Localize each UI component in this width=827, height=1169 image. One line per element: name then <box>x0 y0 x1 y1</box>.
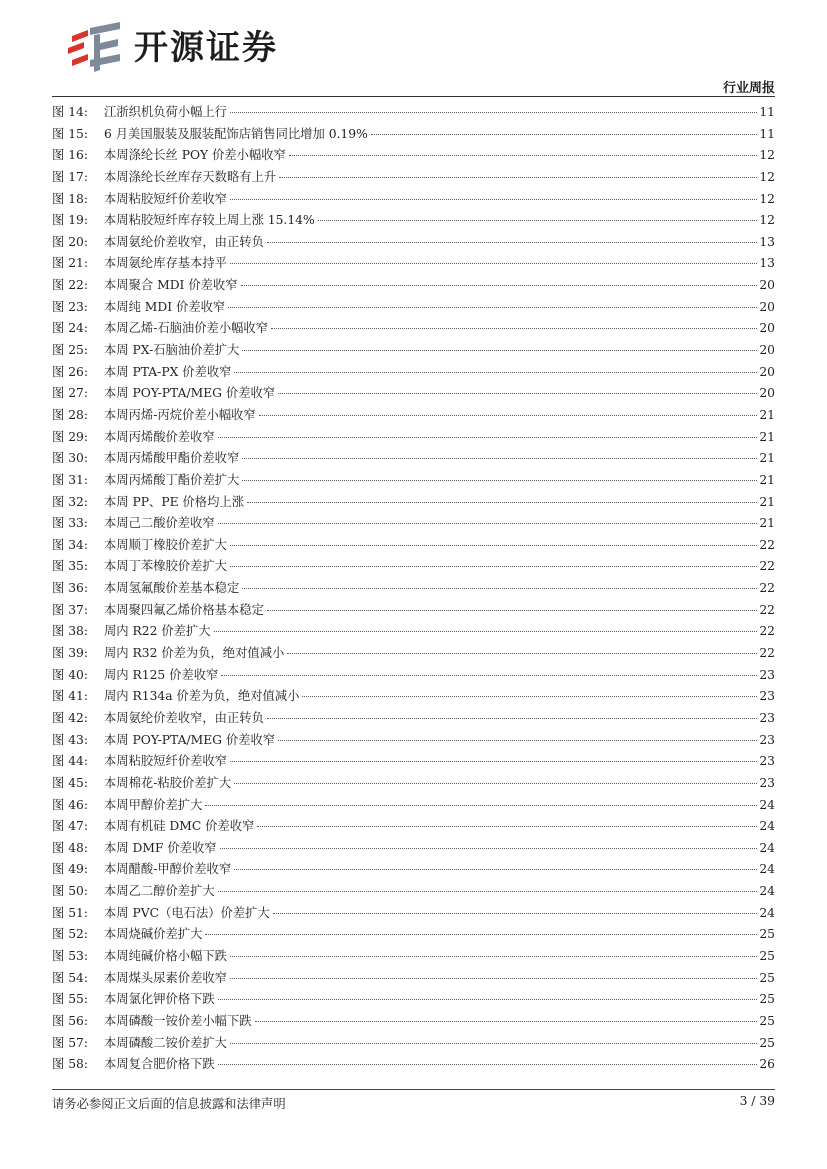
toc-figure-number: 图 58: <box>52 1057 88 1072</box>
toc-page-number: 21 <box>759 429 775 444</box>
toc-entry[interactable] <box>52 145 775 167</box>
toc-page-number: 25 <box>759 992 775 1007</box>
toc-page-number: 13 <box>759 256 775 271</box>
toc-figure-number: 图 43: <box>52 732 88 747</box>
toc-entry[interactable] <box>52 470 775 492</box>
toc-figure-title: 本周粘胶短纤价差收窄 <box>104 191 227 206</box>
toc-entry[interactable] <box>52 297 775 319</box>
toc-figure-title: 本周 PP、PE 价格均上涨 <box>104 494 244 509</box>
toc-page-number: 25 <box>759 1013 775 1028</box>
toc-figure-title: 本周 DMF 价差收窄 <box>104 840 217 855</box>
toc-entry[interactable] <box>52 1011 775 1033</box>
toc-page-number: 20 <box>759 299 775 314</box>
toc-entry[interactable] <box>52 232 775 254</box>
toc-leader-dots <box>278 740 757 741</box>
toc-figure-title: 本周氨纶价差收窄，由正转负 <box>104 710 264 725</box>
toc-page-number: 24 <box>759 884 775 899</box>
toc-leader-dots <box>267 718 757 719</box>
toc-figure-title: 本周丙烯酸甲酯价差收窄 <box>104 451 240 466</box>
toc-leader-dots <box>234 869 757 870</box>
toc-entry[interactable] <box>52 383 775 405</box>
toc-entry[interactable] <box>52 946 775 968</box>
toc-entry[interactable] <box>52 881 775 903</box>
toc-page-number: 25 <box>759 970 775 985</box>
toc-page-number: 24 <box>759 905 775 920</box>
toc-leader-dots <box>273 913 758 914</box>
footer-divider <box>52 1089 775 1090</box>
toc-leader-dots <box>230 112 757 113</box>
toc-figure-number: 图 54: <box>52 970 88 985</box>
toc-page-number: 23 <box>759 754 775 769</box>
page-number: 3 / 39 <box>739 1094 775 1108</box>
toc-entry[interactable] <box>52 1033 775 1055</box>
toc-figure-number: 图 41: <box>52 689 88 704</box>
toc-figure-title: 本周聚四氟乙烯价格基本稳定 <box>104 602 264 617</box>
toc-figure-number: 图 40: <box>52 667 88 682</box>
toc-page-number: 13 <box>759 234 775 249</box>
toc-figure-title: 本周乙烯-石脑油价差小幅收窄 <box>104 321 269 336</box>
toc-entry[interactable] <box>52 189 775 211</box>
toc-entry[interactable] <box>52 643 775 665</box>
toc-figure-number: 图 47: <box>52 819 88 834</box>
toc-entry[interactable] <box>52 795 775 817</box>
toc-entry[interactable] <box>52 708 775 730</box>
toc-leader-dots <box>267 610 757 611</box>
toc-leader-dots <box>241 285 758 286</box>
toc-page-number: 22 <box>759 559 775 574</box>
toc-leader-dots <box>302 696 757 697</box>
toc-figure-title: 本周丙烯酸价差收窄 <box>104 429 215 444</box>
toc-leader-dots <box>257 826 757 827</box>
toc-entry[interactable] <box>52 124 775 146</box>
toc-leader-dots <box>230 956 757 957</box>
toc-leader-dots <box>221 675 757 676</box>
document-type-label: 行业周报 <box>722 81 775 96</box>
toc-page-number: 23 <box>759 689 775 704</box>
toc-entry[interactable] <box>52 816 775 838</box>
toc-figure-number: 图 19: <box>52 213 88 228</box>
toc-page-number: 21 <box>759 451 775 466</box>
toc-entry[interactable] <box>52 362 775 384</box>
toc-entry[interactable] <box>52 621 775 643</box>
toc-figure-title: 本周纯 MDI 价差收窄 <box>104 299 226 314</box>
toc-page-number: 11 <box>759 105 775 119</box>
toc-figure-number: 图 31: <box>52 472 88 487</box>
toc-entry[interactable] <box>52 600 775 622</box>
toc-page-number: 25 <box>759 948 775 963</box>
toc-leader-dots <box>218 523 758 524</box>
toc-figure-title: 本周磷酸一铵价差小幅下跌 <box>104 1013 252 1028</box>
toc-page-number: 24 <box>759 797 775 812</box>
toc-page-number: 22 <box>759 624 775 639</box>
toc-page-number: 11 <box>759 126 775 141</box>
toc-entry[interactable] <box>52 253 775 275</box>
toc-figure-number: 图 26: <box>52 364 88 379</box>
toc-figure-title: 本周 POY-PTA/MEG 价差收窄 <box>104 732 276 747</box>
toc-leader-dots <box>230 978 757 979</box>
toc-figure-title: 本周乙二醇价差扩大 <box>104 884 215 899</box>
toc-figure-number: 图 44: <box>52 754 88 769</box>
toc-figure-title: 本周顺丁橡胶价差扩大 <box>104 537 227 552</box>
toc-page-number: 26 <box>759 1057 775 1072</box>
toc-page-number: 12 <box>759 213 775 228</box>
toc-figure-number: 图 22: <box>52 278 88 293</box>
toc-figure-number: 图 45: <box>52 775 88 790</box>
toc-page-number: 24 <box>759 840 775 855</box>
toc-entry[interactable] <box>52 924 775 946</box>
toc-figure-number: 图 21: <box>52 256 88 271</box>
toc-page-number: 21 <box>759 472 775 487</box>
toc-figure-title: 江浙织机负荷小幅上行 <box>104 105 227 119</box>
toc-leader-dots <box>278 393 757 394</box>
toc-leader-dots <box>318 220 758 221</box>
toc-figure-number: 图 14: <box>52 105 88 119</box>
toc-figure-title: 本周氢氟酸价差基本稳定 <box>104 581 240 596</box>
toc-leader-dots <box>289 155 757 156</box>
toc-figure-number: 图 34: <box>52 537 88 552</box>
toc-figure-title: 本周磷酸二铵价差扩大 <box>104 1035 227 1050</box>
toc-figure-number: 图 52: <box>52 927 88 942</box>
toc-leader-dots <box>218 437 758 438</box>
toc-figure-number: 图 28: <box>52 407 88 422</box>
toc-entry[interactable] <box>52 405 775 427</box>
toc-figure-title: 本周丁苯橡胶价差扩大 <box>104 559 227 574</box>
toc-page-number: 20 <box>759 386 775 401</box>
toc-entry[interactable] <box>52 318 775 340</box>
toc-figure-number: 图 27: <box>52 386 88 401</box>
toc-figure-number: 图 33: <box>52 516 88 531</box>
toc-page-number: 23 <box>759 667 775 682</box>
toc-leader-dots <box>279 177 757 178</box>
toc-leader-dots <box>242 350 757 351</box>
toc-page-number: 12 <box>759 191 775 206</box>
toc-page-number: 22 <box>759 602 775 617</box>
toc-figure-number: 图 42: <box>52 710 88 725</box>
toc-page-number: 20 <box>759 278 775 293</box>
toc-figure-title: 本周丙烯-丙烷价差小幅收窄 <box>104 407 256 422</box>
toc-page-number: 21 <box>759 407 775 422</box>
toc-leader-dots <box>234 372 757 373</box>
toc-entry[interactable] <box>52 556 775 578</box>
toc-page-number: 23 <box>759 732 775 747</box>
toc-entry[interactable] <box>52 730 775 752</box>
toc-figure-number: 图 51: <box>52 905 88 920</box>
toc-figure-title: 本周煤头尿素价差收窄 <box>104 970 227 985</box>
toc-entry[interactable] <box>52 427 775 449</box>
toc-entry[interactable] <box>52 989 775 1011</box>
toc-figure-number: 图 17: <box>52 169 88 184</box>
toc-figure-title: 本周复合肥价格下跌 <box>104 1057 215 1072</box>
toc-entry[interactable] <box>52 210 775 232</box>
toc-leader-dots <box>230 263 757 264</box>
toc-page-number: 20 <box>759 364 775 379</box>
toc-leader-dots <box>214 631 758 632</box>
toc-figure-number: 图 16: <box>52 148 88 163</box>
toc-figure-title: 6 月美国服装及服装配饰店销售同比增加 0.19% <box>104 126 368 141</box>
toc-figure-number: 图 36: <box>52 581 88 596</box>
toc-leader-dots <box>230 1043 757 1044</box>
toc-page-number: 21 <box>759 494 775 509</box>
toc-page-number: 20 <box>759 321 775 336</box>
toc-leader-dots <box>230 761 757 762</box>
toc-figure-number: 图 24: <box>52 321 88 336</box>
toc-figure-title: 本周氯化钾价格下跌 <box>104 992 215 1007</box>
logo-text: 开源证券 <box>134 28 278 68</box>
toc-leader-dots <box>230 545 757 546</box>
toc-figure-title: 周内 R22 价差扩大 <box>104 624 211 639</box>
toc-page-number: 22 <box>759 646 775 661</box>
toc-figure-title: 本周 PX-石脑油价差扩大 <box>104 343 240 358</box>
company-logo <box>66 22 278 74</box>
toc-leader-dots <box>230 199 757 200</box>
toc-page-number: 12 <box>759 148 775 163</box>
toc-figure-title: 周内 R125 价差收窄 <box>104 667 219 682</box>
toc-figure-number: 图 15: <box>52 126 88 141</box>
footer-disclaimer: 请务必参阅正文后面的信息披露和法律声明 <box>52 1097 286 1111</box>
toc-figure-number: 图 29: <box>52 429 88 444</box>
toc-figure-number: 图 50: <box>52 884 88 899</box>
toc-leader-dots <box>228 307 757 308</box>
toc-figure-title: 本周有机硅 DMC 价差收窄 <box>104 819 255 834</box>
toc-figure-number: 图 38: <box>52 624 88 639</box>
toc-leader-dots <box>230 566 757 567</box>
toc-leader-dots <box>271 328 757 329</box>
toc-leader-dots <box>242 588 757 589</box>
toc-entry[interactable] <box>52 859 775 881</box>
toc-entry[interactable] <box>52 535 775 557</box>
toc-figure-title: 本周 PVC（电石法）价差扩大 <box>104 905 270 920</box>
toc-figure-title: 本周氨纶价差收窄，由正转负 <box>104 234 264 249</box>
toc-entry[interactable] <box>52 968 775 990</box>
toc-figure-title: 本周丙烯酸丁酯价差扩大 <box>104 472 240 487</box>
toc-page-number: 24 <box>759 819 775 834</box>
toc-figure-title: 本周涤纶长丝 POY 价差小幅收窄 <box>104 148 286 163</box>
toc-entry[interactable] <box>52 340 775 362</box>
toc-page-number: 22 <box>759 581 775 596</box>
toc-figure-number: 图 32: <box>52 494 88 509</box>
toc-figure-number: 图 39: <box>52 646 88 661</box>
toc-entry[interactable] <box>52 167 775 189</box>
toc-entry[interactable] <box>52 492 775 514</box>
logo-mark-icon <box>66 22 124 74</box>
toc-figure-title: 本周醋酸-甲醇价差收窄 <box>104 862 232 877</box>
toc-figure-title: 本周纯碱价格小幅下跌 <box>104 948 227 963</box>
toc-figure-number: 图 37: <box>52 602 88 617</box>
toc-leader-dots <box>259 415 758 416</box>
toc-entry[interactable] <box>52 275 775 297</box>
toc-figure-title: 周内 R32 价差为负，绝对值减小 <box>104 646 285 661</box>
figure-list <box>52 102 775 1076</box>
toc-entry[interactable] <box>52 578 775 600</box>
toc-entry[interactable] <box>52 751 775 773</box>
toc-entry[interactable] <box>52 1054 775 1076</box>
toc-leader-dots <box>234 783 757 784</box>
toc-figure-number: 图 48: <box>52 840 88 855</box>
toc-figure-title: 本周己二酸价差收窄 <box>104 516 215 531</box>
toc-page-number: 23 <box>759 710 775 725</box>
toc-page-number: 22 <box>759 537 775 552</box>
toc-figure-title: 本周 POY-PTA/MEG 价差收窄 <box>104 386 276 401</box>
toc-entry[interactable] <box>52 686 775 708</box>
toc-leader-dots <box>218 891 758 892</box>
toc-entry[interactable] <box>52 773 775 795</box>
toc-leader-dots <box>205 934 757 935</box>
toc-figure-number: 图 49: <box>52 862 88 877</box>
toc-figure-number: 图 46: <box>52 797 88 812</box>
toc-page-number: 21 <box>759 516 775 531</box>
toc-page-number: 20 <box>759 343 775 358</box>
toc-page-number: 25 <box>759 927 775 942</box>
toc-figure-number: 图 20: <box>52 234 88 249</box>
toc-entry[interactable] <box>52 513 775 535</box>
toc-page-number: 12 <box>759 169 775 184</box>
toc-leader-dots <box>242 480 757 481</box>
toc-figure-title: 本周粘胶短纤价差收窄 <box>104 754 227 769</box>
toc-leader-dots <box>287 653 757 654</box>
toc-entry[interactable] <box>52 448 775 470</box>
toc-leader-dots <box>242 458 757 459</box>
toc-figure-title: 本周聚合 MDI 价差收窄 <box>104 278 238 293</box>
header-divider <box>52 96 775 97</box>
toc-leader-dots <box>267 242 757 243</box>
toc-leader-dots <box>220 848 758 849</box>
toc-entry[interactable] <box>52 665 775 687</box>
toc-page-number: 24 <box>759 862 775 877</box>
toc-leader-dots <box>371 134 758 135</box>
toc-figure-title: 周内 R134a 价差为负，绝对值减小 <box>104 689 300 704</box>
toc-figure-number: 图 18: <box>52 191 88 206</box>
toc-figure-title: 本周 PTA-PX 价差收窄 <box>104 364 232 379</box>
toc-leader-dots <box>218 999 758 1000</box>
toc-figure-title: 本周粘胶短纤库存较上周上涨 15.14% <box>104 213 315 228</box>
toc-leader-dots <box>247 502 757 503</box>
toc-figure-number: 图 25: <box>52 343 88 358</box>
toc-leader-dots <box>205 805 757 806</box>
toc-figure-title: 本周涤纶长丝库存天数略有上升 <box>104 169 277 184</box>
toc-figure-number: 图 23: <box>52 299 88 314</box>
toc-figure-number: 图 56: <box>52 1013 88 1028</box>
toc-page-number: 23 <box>759 775 775 790</box>
toc-figure-number: 图 53: <box>52 948 88 963</box>
toc-leader-dots <box>218 1064 758 1065</box>
toc-figure-title: 本周甲醇价差扩大 <box>104 797 203 812</box>
toc-figure-number: 图 30: <box>52 451 88 466</box>
toc-leader-dots <box>255 1021 758 1022</box>
toc-figure-number: 图 57: <box>52 1035 88 1050</box>
toc-figure-title: 本周烧碱价差扩大 <box>104 927 203 942</box>
toc-entry[interactable] <box>52 838 775 860</box>
toc-figure-number: 图 55: <box>52 992 88 1007</box>
toc-figure-title: 本周棉花-粘胶价差扩大 <box>104 775 232 790</box>
toc-figure-number: 图 35: <box>52 559 88 574</box>
toc-page-number: 25 <box>759 1035 775 1050</box>
toc-entry[interactable] <box>52 102 775 124</box>
toc-figure-title: 本周氨纶库存基本持平 <box>104 256 227 271</box>
toc-entry[interactable] <box>52 903 775 925</box>
